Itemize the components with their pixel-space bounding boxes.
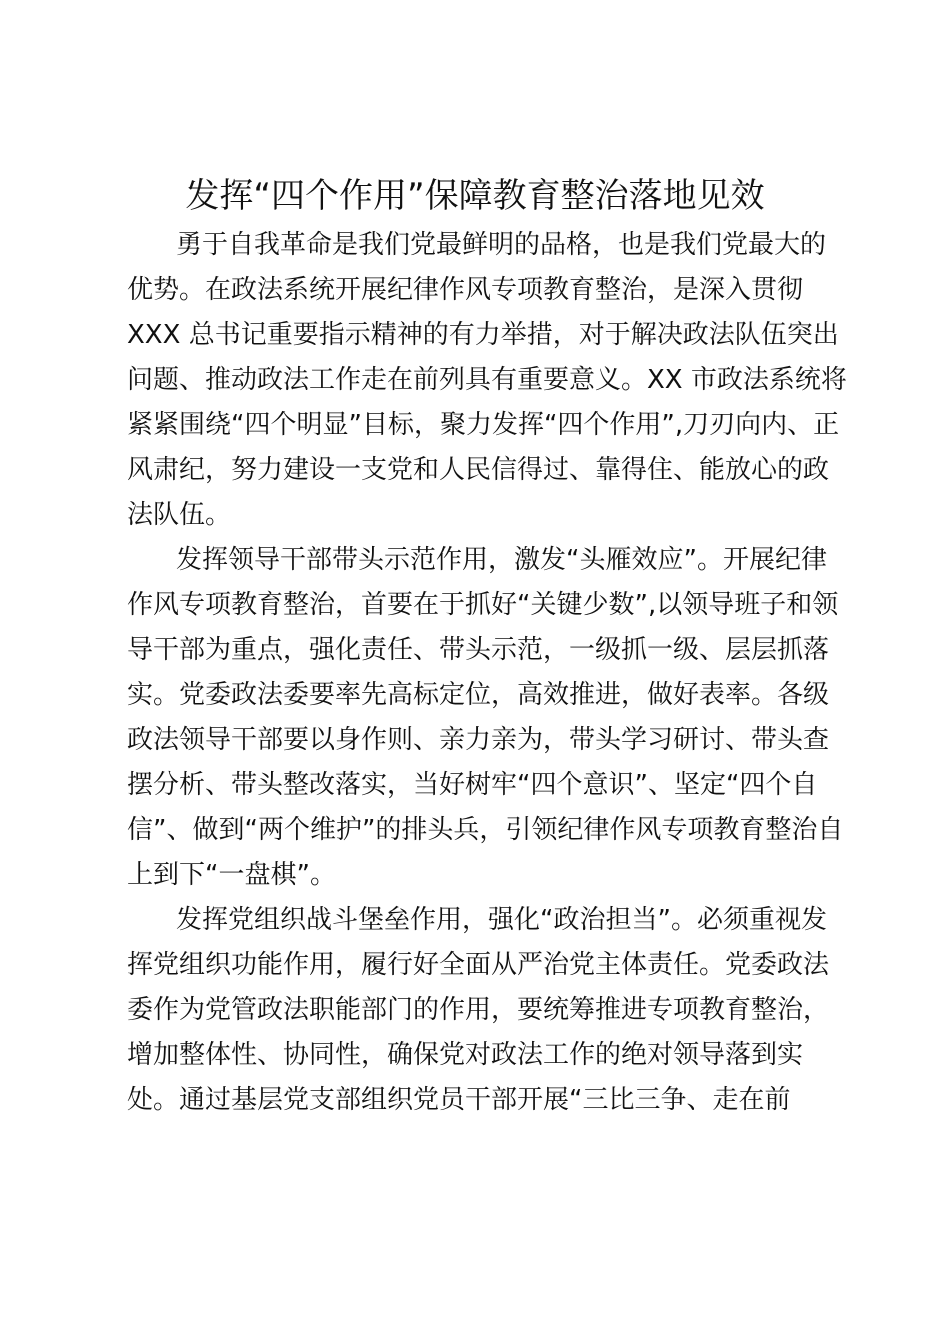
- body-line: 发挥领导干部带头示范作用，激发“头雁效应”。开展纪律: [176, 545, 827, 575]
- body-line: 上到下“一盘棋”。: [127, 860, 336, 890]
- body-line: 处。通过基层党支部组织党员干部开展“三比三争、走在前: [127, 1085, 791, 1115]
- body-line: 导干部为重点，强化责任、带头示范，一级抓一级、层层抓落: [127, 635, 830, 665]
- body-line: 紧紧围绕“四个明显”目标，聚力发挥“四个作用”,刀刃向内、正: [127, 410, 840, 440]
- document-title: 发挥“四个作用”保障教育整治落地见效: [185, 176, 765, 216]
- body-line: 作风专项教育整治，首要在于抓好“关键少数”,以领导班子和领: [127, 590, 839, 620]
- body-line: 优势。在政法系统开展纪律作风专项教育整治，是深入贯彻: [127, 275, 804, 305]
- body-line: 摆分析、带头整改落实，当好树牢“四个意识”、坚定“四个自: [127, 770, 818, 800]
- body-line: 委作为党管政法职能部门的作用，要统筹推进专项教育整治，: [127, 995, 830, 1025]
- body-line: 增加整体性、协同性，确保党对政法工作的绝对领导落到实: [127, 1040, 804, 1070]
- body-line: 发挥党组织战斗堡垒作用，强化“政治担当”。必须重视发: [176, 905, 827, 935]
- body-line: 实。党委政法委要率先高标定位，高效推进，做好表率。各级: [127, 680, 830, 710]
- body-line: 政法领导干部要以身作则、亲力亲为，带头学习研讨、带头查: [127, 725, 830, 755]
- body-line: 挥党组织功能作用，履行好全面从严治党主体责任。党委政法: [127, 950, 830, 980]
- body-line: 法队伍。: [127, 500, 232, 530]
- body-line: 勇于自我革命是我们党最鲜明的品格，也是我们党最大的: [176, 230, 827, 260]
- body-line: 问题、推动政法工作走在前列具有重要意义。XX 市政法系统将: [127, 365, 847, 395]
- body-line: 风肃纪，努力建设一支党和人民信得过、靠得住、能放心的政: [127, 455, 830, 485]
- body-line: 信”、做到“两个维护”的排头兵，引领纪律作风专项教育整治自: [127, 815, 844, 845]
- body-line: XXX 总书记重要指示精神的有力举措，对于解决政法队伍突出: [127, 320, 839, 350]
